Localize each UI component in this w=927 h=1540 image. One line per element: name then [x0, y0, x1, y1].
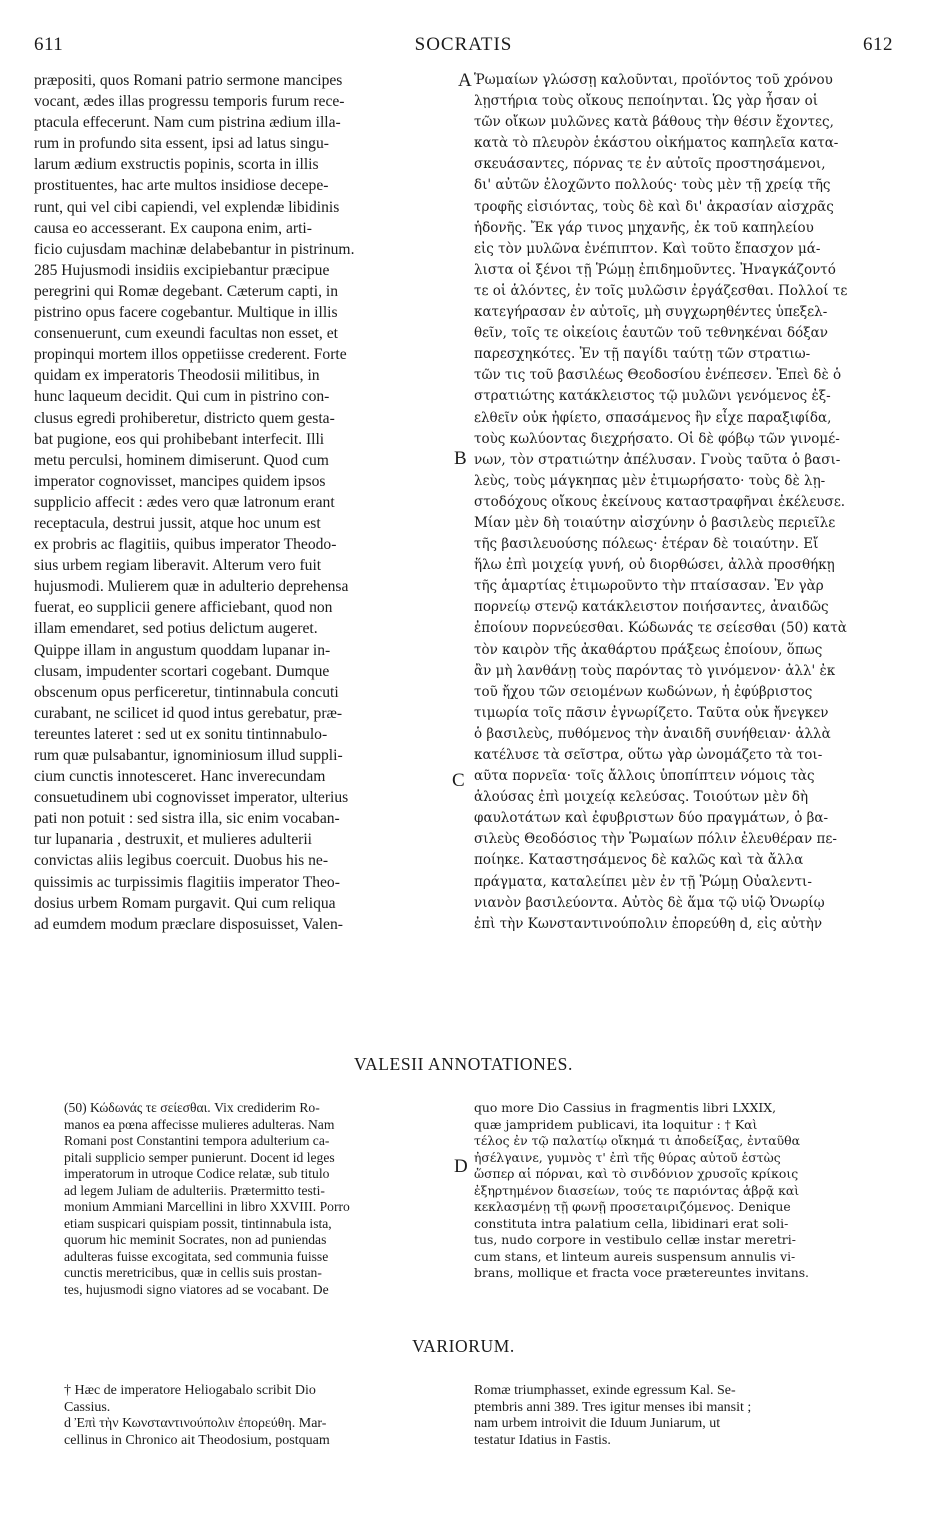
margin-marker-a: A — [458, 70, 472, 91]
valesii-annotation-right: quo more Dio Cassius in fragmentis libri LXXIX, quæ jampridem publicavi, ita loquitur : † Καὶ τέλος ἐν τῷ παλατίῳ οἴκημά τι ἀποδείξας, ἐνταῦθα ἠσέλγαινε, γυμνὸς τ' ἐπὶ τῆς θύρας αὐτοῦ ἑστὼς ὥσπερ αἱ πόρναι, καὶ τὸ σινδόνιον χρυσοῖς κρίκοις ἐξηρτημένον διασείων, τούς τε παριόντας ἁβρᾷ καὶ κεκλασμένῃ τῇ φωνῇ προσεταιριζόμενος. Denique constituta intra palatium cella, libidinari erat soli- tus, nudo corpore in vestibulo cellæ instar meretri- cum stans, et linteum aureis suspensum annulis vi- brans, mollique et fracta voce prætereuntes invitans. — [474, 1100, 809, 1280]
page-number-left: 611 — [34, 34, 64, 55]
variorum-heading: VARIORUM. — [412, 1336, 515, 1356]
margin-marker-c: C — [452, 770, 465, 791]
latin-text-column: præpositi, quos Romani patrio sermone mancipes vocant, ædes illas progressu temporis furum rece- ptacula effecerunt. Nam cum pistrina ædium illa- rum in profundo sita essent, ipsi ad latus singu- larum ædium exstructis popinis, scorta in illis prostituentes, hac arte multos insidiose decepe- runt, qui vel cibi capiendi, vel explendæ libidinis causa eo accesserant. Ex caupona enim, arti- ficio cujusdam machinæ delabebantur in pistrinum. 285 Hujusmodi insidiis excipiebantur præcipue peregrini qui Romæ degebant. Cæterum capti, in pistrino opus facere cogebantur. Multique in illis consenuerunt, cum exeundi facultas non esset, et propinqui mortem illos oppetiisse crederent. Forte quidam ex imperatoris Theodosii militibus, in hunc laqueum decidit. Qui cum in pistrino con- clusus egredi prohiberetur, districto quem gesta- bat pugione, eos qui prohibebant interfecit. Illi metu perculsi, hominem dimiserunt. Quod cum imperator cognovisset, mancipes quidem ipsos supplicio affecit : ædes vero quæ latronum erant receptacula, destrui jussit, atque hoc unum est ex probris ac flagitiis, quibus imperator Theodo- sius urbem regiam liberavit. Alterum vero fuit hujusmodi. Mulierem quæ in adulterio deprehensa fuerat, eo supplicii genere afficiebant, quod non illam emendaret, sed potius delictum augeret. Quippe illam in angustum quoddam lupanar in- clusam, impudenter scortari cogebant. Dumque obscenum opus perficeretur, tintinnabula concuti curabant, ne scilicet id quod intus gerebatur, præ- tereuntes lateret : sed ut ex sonitu tintinnabulo- rum quæ pulsabantur, ignominiosum illud suppli- cium cunctis innotesceret. Hanc inverecundam consuetudinem ubi cognovisset imperator, ulterius pati non potuit : sed sistra illa, sic enim vocaban- tur lupanaria , destruxit, et mulieres adulterii convictas aliis legibus coercuit. Duobus his ne- quissimis ac turpissimis flagitiis imperator Theo- dosius urbem Romam purgavit. Qui cum reliqua ad eumdem modum præclare disposuisset, Valen- — [34, 72, 355, 933]
page-number-right: 612 — [863, 34, 893, 55]
valesii-annotations-heading: VALESII ANNOTATIONES. — [354, 1054, 573, 1074]
margin-marker-d: D — [454, 1156, 468, 1177]
greek-text-column: Ῥωμαίων γλώσσῃ καλοῦνται, προϊόντος τοῦ χρόνου λῃστήρια τοὺς οἴκους πεποίηνται. Ὡς γὰρ ἦσαν οἱ τῶν οἴκων μυλῶνες κατὰ βάθους τὴν θέσιν ἔχοντες, κατὰ τὸ πλευρὸν ἑκάστου οἰκήματος καπηλεῖα κατα- σκευάσαντες, πόρνας τε ἐν αὐτοῖς προστησάμενοι, δι' αὐτῶν ἐλοχῶντο πολλούς· τοὺς μὲν τῇ χρείᾳ τῆς τροφῆς εἰσιόντας, τοὺς δὲ καὶ δι' ἀκρασίαν αἰσχρᾶς ἡδονῆς. Ἔκ γάρ τινος μηχανῆς, ἐκ τοῦ καπηλείου εἰς τὸν μυλῶνα ἐνέπιπτον. Καὶ τοῦτο ἔπασχον μά- λιστα οἱ ξένοι τῇ Ῥώμῃ ἐπιδημοῦντες. Ἠναγκάζοντό τε οἱ ἁλόντες, ἐν τοῖς μυλῶσιν ἐργάζεσθαι. Πολλοί τε κατεγήρασαν ἐν αὐτοῖς, μὴ συγχωρηθέντες ὑπεξελ- θεῖν, τοῖς τε οἰκείοις ἑαυτῶν τοῦ τεθνηκέναι δόξαν παρεσχηκότες. Ἐν τῇ παγίδι ταύτῃ τῶν στρατιω- τῶν τις τοῦ βασιλέως Θεοδοσίου ἐνέπεσεν. Ἐπεὶ δὲ ὁ στρατιώτης κατάκλειστος τῷ μυλῶνι γενόμενος ἐξ- ελθεῖν οὐκ ἠφίετο, σπασάμενος ἣν εἶχε παραξιφίδα, τοὺς κωλύοντας διεχρήσατο. Οἱ δὲ φόβῳ τῶν γινομέ- νων, τὸν στρατιώτην ἀπέλυσαν. Γνοὺς ταῦτα ὁ βασι- λεὺς, τοὺς μάγκηπας μὲν ἐτιμωρήσατο· τοὺς δὲ λῃ- στοδόχους οἴκους ἐκείνους καταστραφῆναι ἐκέλευσε. Μίαν μὲν δὴ τοιαύτην αἰσχύνην ὁ βασιλεὺς περιεῖλε τῆς βασιλευούσης πόλεως· ἑτέραν δὲ τοιαύτην. Εἴ ἥλω ἐπὶ μοιχείᾳ γυνή, οὐ διορθώσει, ἀλλὰ προσθήκῃ τῆς ἁμαρτίας ἐτιμωροῦντο τὴν πταίσασαν. Ἐν γὰρ πορνείῳ στενῷ κατάκλειστον ποιήσαντες, ἀναιδῶς ἐποίουν πορνεύεσθαι. Κώδωνάς τε σείεσθαι (50) κατὰ τὸν καιρὸν τῆς ἀκαθάρτου πράξεως ἐποίουν, ὅπως ἂν μὴ λανθάνῃ τοὺς παρόντας τὸ γινόμενον· ἀλλ' ἐκ τοῦ ἤχου τῶν σειομένων κωδώνων, ἡ ἐφύβριστος τιμωρία τοῖς πᾶσιν ἐγνωρίζετο. Ταῦτα οὐκ ἤνεγκεν ὁ βασιλεὺς, πυθόμενος τὴν ἀναιδῆ συνήθειαν· ἀλλὰ κατέλυσε τὰ σεῖστρα, οὕτω γὰρ ὠνομάζετο τὰ τοι- αῦτα πορνεῖα· τοῖς ἄλλοις ὑποπίπτειν νόμοις τὰς ἁλούσας ἐπὶ μοιχείᾳ κελεύσας. Τοιούτων μὲν δὴ φαυλοτάτων καὶ ἐφυβριστων δύο πραγμάτων, ὁ βα- σιλεὺς Θεοδόσιος τὴν Ῥωμαίων πόλιν ἐλευθέραν πε- ποίηκε. Καταστησάμενος δὲ καλῶς καὶ τὰ ἄλλα πράγματα, καταλείπει μὲν ἐν τῇ Ῥώμῃ Οὐαλεντι- νιανὸν βασιλεύοντα. Αὐτὸς δὲ ἅμα τῷ υἱῷ Ὀνωρίῳ ἐπὶ τὴν Κωνσταντινούπολιν ἐπορεύθη d, εἰς αὐτὴν — [474, 72, 848, 932]
margin-marker-b: B — [454, 448, 467, 469]
variorum-note-left: † Hæc de imperatore Heliogabalo scribit Dio Cassius. d Ἐπὶ τὴν Κωνσταντινούπολιν ἐπορεύθη. Mar- cellinus in Chronico ait Theodosium, postquam — [64, 1383, 330, 1448]
valesii-annotation-left: (50) Κώδωνάς τε σείεσθαι. Vix crediderim Ro- manos ea pœna affecisse mulieres adulteras. Nam Romani post Constantini tempora adulterium ca- pitali supplicio semper punierunt. Docent id leges imperatorum in utroque Codice relatæ, sub titulo ad legem Juliam de adulteriis. Prætermitto testi- monium Ammiani Marcellini in libro XXVIII. Porro etiam suspicari quispiam possit, tintinnabula ista, quorum hic meminit Socrates, non ad puniendas adulteras fuisse excogitata, sed communia fuisse cunctis meretricibus, quæ in cellis suis prostan- tes, hujusmodi signo viatores ad se vocabant. De — [64, 1100, 350, 1297]
variorum-note-right: Romæ triumphasset, exinde egressum Kal. Se- ptembris anni 389. Tres igitur menses ibi mansit ; nam urbem introivit die Iduum Juniarum, ut testatur Idatius in Fastis. — [474, 1383, 752, 1448]
running-title: SOCRATIS — [414, 34, 513, 55]
